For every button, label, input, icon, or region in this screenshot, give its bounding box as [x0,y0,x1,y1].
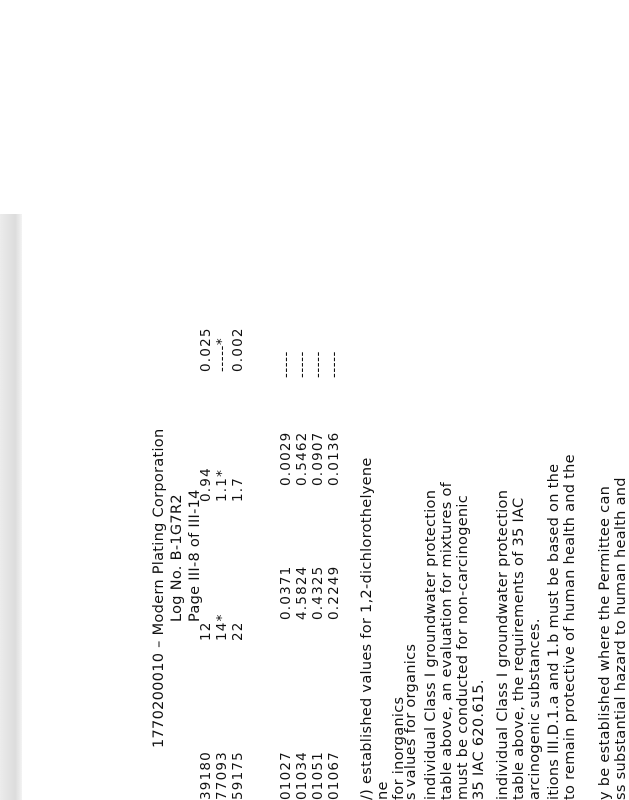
table-cell: 0.2249 [326,565,342,620]
paragraph-line: individual Class I groundwater protection [495,489,511,800]
table-cell: 59175 [230,751,246,800]
table-cell: 14* [214,613,230,641]
header-log-number: Log No. B-1G7R2 [169,494,185,622]
table-cell: 01034 [294,751,310,800]
scan-shadow-edge [0,214,22,800]
table-cell: ----- [294,351,310,378]
table-cell: 22 [230,621,246,641]
table-cell: 0.0029 [278,431,294,486]
paragraph-line: 35 IAC 620.615. [471,679,487,800]
paragraph-line: individual Class I groundwater protection [423,489,439,800]
table-cell: 0.0907 [310,431,326,486]
table-cell: ----- [278,351,294,378]
header-title: 1770200010 – Modern Plating Corporation [151,428,167,748]
table-cell: 0.0371 [278,565,294,620]
footnote: s values for organics [403,643,419,800]
table-cell: ----- [310,351,326,378]
table-cell: 0.94 [198,467,214,502]
paragraph-line: must be conducted for non-carcinogenic [455,494,471,800]
paragraph-line: table above, an evaluation for mixtures of [439,481,455,800]
table-cell: 0.025 [198,327,214,372]
table-cell: 0.5462 [294,431,310,486]
table-cell: 0.002 [230,327,246,372]
footnote: for inorganics [391,696,407,800]
paragraph-line: arcinogenic substances. [527,618,543,800]
footnote: /) established values for 1,2-dichlorothelyene [359,457,375,800]
table-cell: ----- [326,351,342,378]
table-cell: 0.4325 [310,565,326,620]
paragraph-line: to remain protective of human health and the [562,454,578,800]
table-cell: 77093 [214,751,230,800]
table-cell: -----* [214,337,230,372]
table-cell: 0.0136 [326,431,342,486]
table-cell: 01051 [310,751,326,800]
table-cell: 1.1* [214,468,230,502]
table-cell: 01027 [278,751,294,800]
table-cell: 12 [198,621,214,641]
table-cell: 4.5824 [294,565,310,620]
paragraph-line: y be established where the Permittee can [597,485,613,800]
table-cell: 1.7 [230,476,246,502]
table-cell: 39180 [198,751,214,800]
header-page-number: Page III-8 of III-14 [187,489,203,622]
paragraph-line: ss substantial hazard to human health and [613,477,629,800]
table-cell: 01067 [326,751,342,800]
paragraph-line: table above, the requirements of 35 IAC [511,497,527,800]
paragraph-line: itions III.D.1.a and 1.b must be based on the [546,463,562,800]
footnote: ne [375,781,391,800]
